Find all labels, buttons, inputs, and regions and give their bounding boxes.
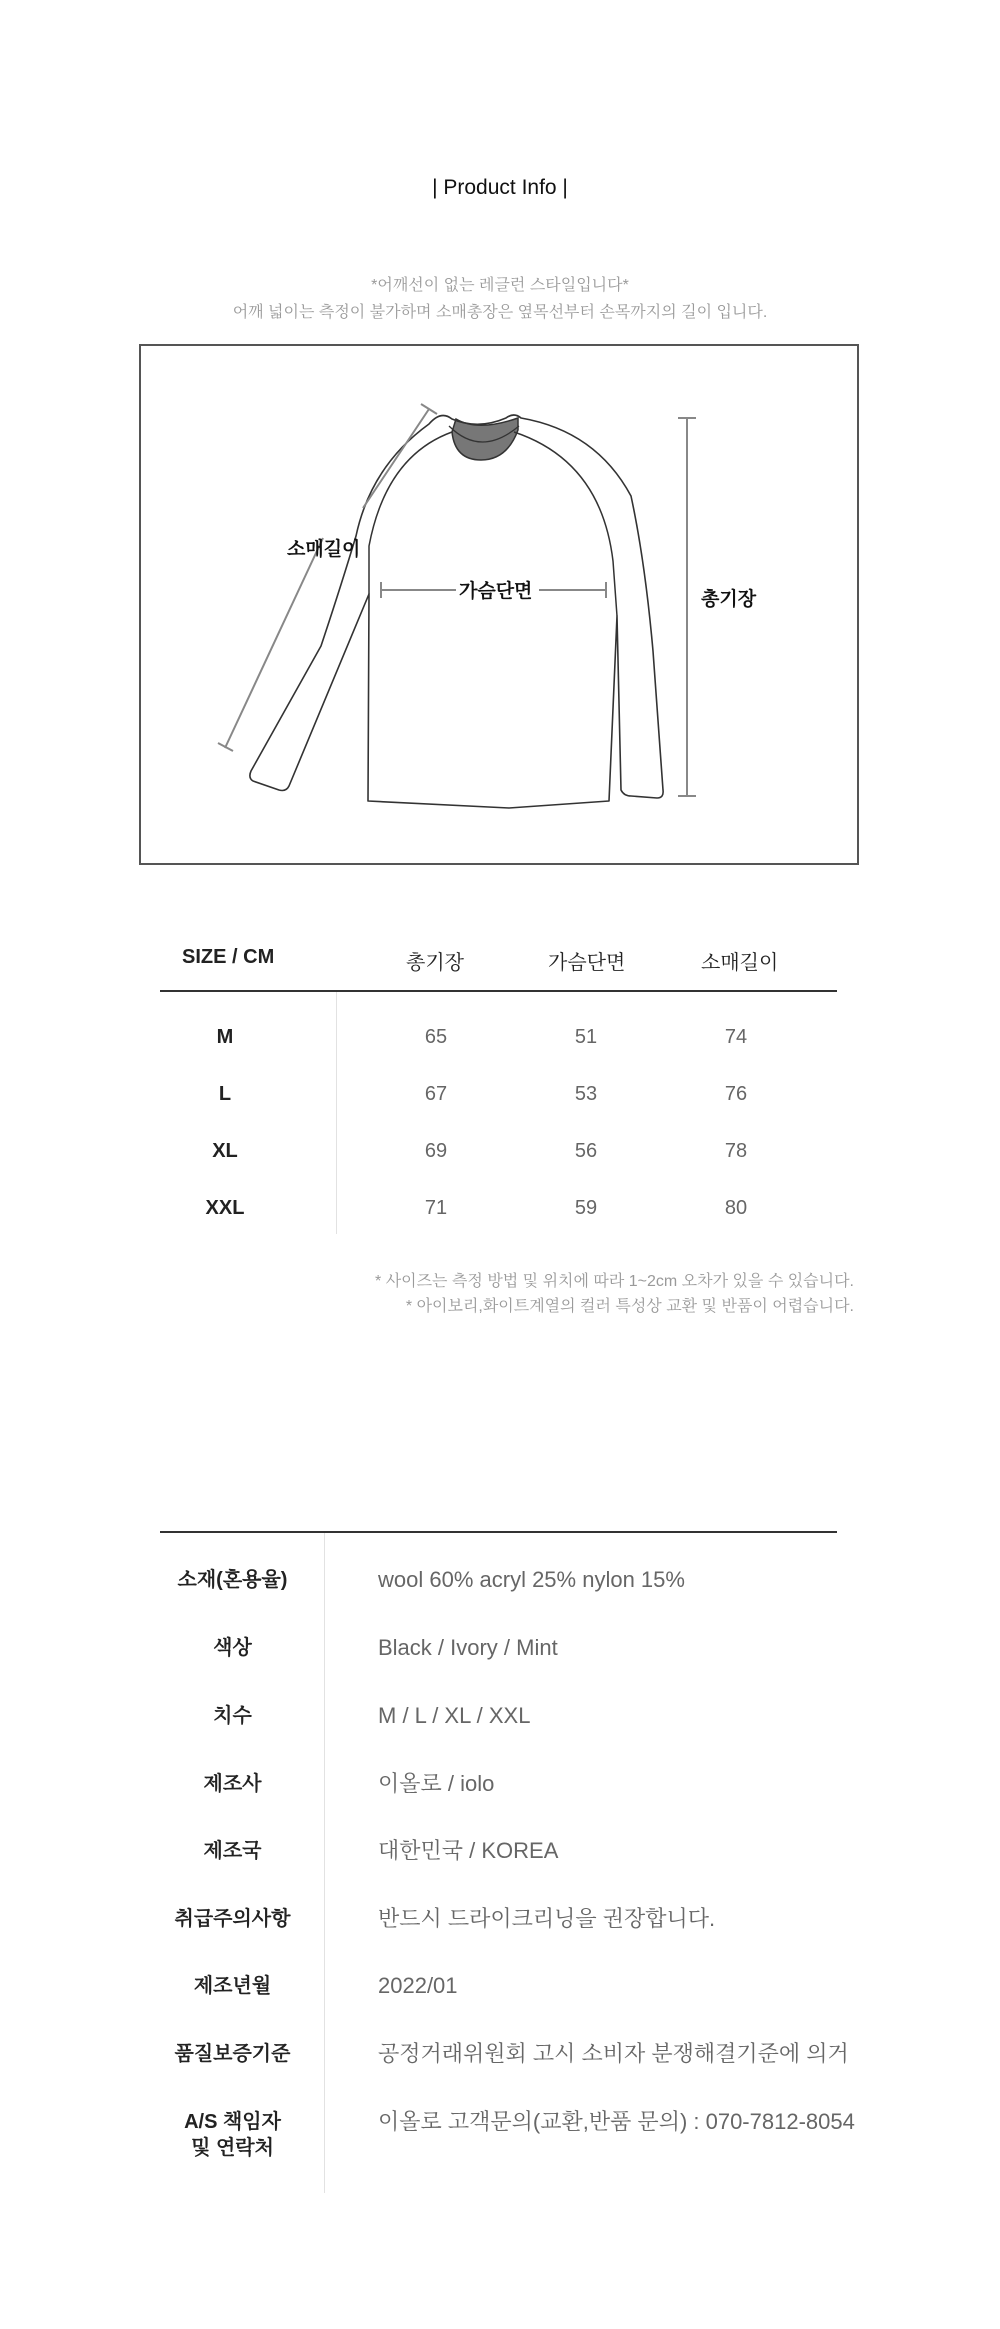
header-sleeve: 소매길이 (701, 952, 779, 974)
info-value: 공정거래위원회 고시 소비자 분쟁해결기준에 의거 (378, 2041, 849, 2066)
info-value: 반드시 드라이크리닝을 권장합니다. (378, 1906, 716, 1931)
info-key: 제조년월 (193, 1975, 272, 1997)
table-row (160, 1083, 837, 1113)
sleeve-value: 80 (724, 1197, 748, 1219)
color-disclaimer: * 아이보리,화이트계열의 컬러 특성상 교환 및 반품이 어렵습니다. (405, 1298, 854, 1315)
size-table (160, 940, 837, 1234)
table-row (160, 1197, 837, 1227)
size-disclaimer: * 사이즈는 측정 방법 및 위치에 따라 1~2cm 오차가 있을 수 있습니다. (375, 1273, 854, 1290)
section-title: | Product Info | (432, 176, 568, 199)
info-value: 2022/01 (378, 1973, 458, 1998)
table-row (160, 1026, 837, 1056)
measurement-note: 어깨 넓이는 측정이 불가하며 소매총장은 옆목선부터 손목까지의 길이 입니다. (232, 304, 768, 321)
size-label: M (216, 1026, 234, 1048)
sweater-outline (250, 415, 663, 808)
info-value: wool 60% acryl 25% nylon 15% (378, 1567, 685, 1592)
info-key (160, 2109, 305, 2161)
size-label: XXL (205, 1197, 245, 1219)
sleeve-value: 76 (724, 1083, 748, 1105)
info-value: 대한민국 / KOREA (378, 1838, 559, 1863)
size-table-body (160, 992, 837, 1234)
info-value: M / L / XL / XXL (378, 1703, 531, 1728)
info-key: 취급주의사항 (174, 1908, 291, 1930)
chest-value: 59 (574, 1197, 598, 1219)
chest-value: 51 (574, 1026, 598, 1048)
size-label: L (218, 1083, 232, 1105)
style-note: *어깨선이 없는 레글런 스타일입니다* (371, 277, 629, 294)
sleeve-value: 78 (724, 1140, 748, 1162)
sleeve-value: 74 (724, 1026, 748, 1048)
size-label: XL (212, 1140, 238, 1162)
total-length-label: 총기장 (701, 589, 757, 610)
info-key: 소재(혼용율) (177, 1569, 288, 1591)
sleeve-length-line (363, 409, 429, 508)
table-row (160, 1140, 837, 1170)
length-value: 67 (424, 1083, 448, 1105)
header-length: 총기장 (406, 952, 464, 974)
size-table-header (160, 940, 837, 992)
length-value: 65 (424, 1026, 448, 1048)
info-key-line2: 및 연락처 (191, 2137, 274, 2159)
length-value: 71 (424, 1197, 448, 1219)
info-key: 품질보증기준 (174, 2043, 291, 2065)
info-key: 제조사 (203, 1773, 262, 1795)
header-size: SIZE / CM (182, 946, 275, 968)
length-value: 69 (424, 1140, 448, 1162)
measurement-diagram (139, 344, 859, 865)
chest-value: 53 (574, 1083, 598, 1105)
info-key: 제조국 (203, 1840, 262, 1862)
info-key: 색상 (213, 1637, 252, 1659)
info-key-line1: A/S 책임자 (184, 2111, 281, 2133)
header-chest: 가슴단면 (548, 952, 626, 974)
info-value: 이올로 고객문의(교환,반품 문의) : 070-7812-8054 (378, 2109, 855, 2134)
info-key: 치수 (213, 1705, 252, 1727)
chest-value: 56 (574, 1140, 598, 1162)
info-value: 이올로 / iolo (378, 1771, 495, 1796)
info-value: Black / Ivory / Mint (378, 1635, 558, 1660)
left-raglan-seam (369, 432, 452, 594)
sleeve-length-label: 소매길이 (287, 539, 361, 560)
chest-width-label: 가슴단면 (459, 581, 533, 602)
